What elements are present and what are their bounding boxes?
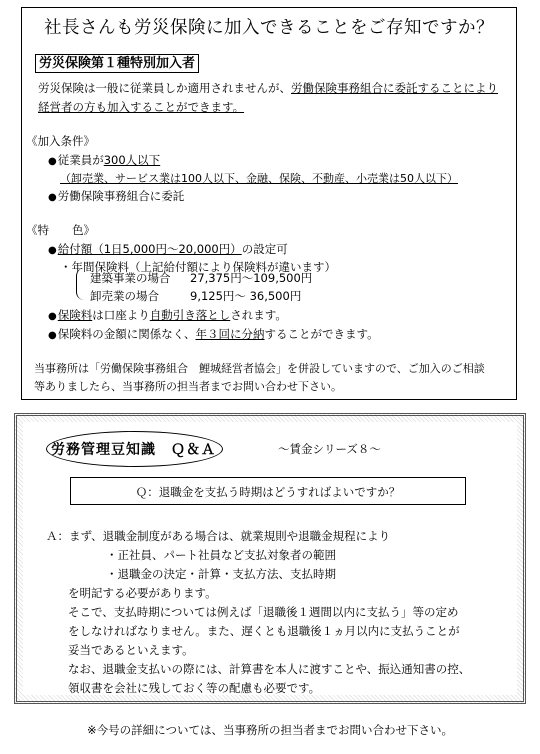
rate-1-label: 建築事業の場合 bbox=[90, 271, 171, 285]
intro-text-b: 労働保険事務組合に委託することにより bbox=[291, 81, 498, 95]
answer-line: ・正社員、パート社員など支払対象者の範囲 bbox=[106, 548, 336, 562]
answer-line: そこで、支払時期については例えば「退職後１週間以内に支払う」等の定め bbox=[68, 605, 459, 619]
feature-2-text-c: 自動引き落とし bbox=[149, 308, 231, 322]
qa-title: 労務管理豆知識 Ｑ＆Ａ bbox=[51, 442, 216, 458]
intro-text-a: 労災保険は一般に従業員しか適用されませんが、 bbox=[38, 81, 291, 95]
bullet-icon: ● bbox=[48, 245, 57, 256]
feature-2-text-d: されます。 bbox=[230, 308, 287, 322]
conditions-label: 《加入条件》 bbox=[26, 134, 95, 148]
answer-line: をしなければなりません。また、遅くとも退職後１ヵ月以内に支払うことが bbox=[68, 624, 460, 638]
condition-2-text: 労働保険事務組合に委託 bbox=[57, 189, 185, 203]
question-text: Ｑ：退職金を支払う時期はどうすればよいですか？ bbox=[135, 485, 401, 499]
feature-2-text-a: 保険料 bbox=[57, 308, 93, 322]
bullet-icon: ● bbox=[48, 311, 57, 322]
answer-line: を明記する必要があります。 bbox=[68, 586, 217, 600]
answer-line: Ａ：まず、退職金制度がある場合は、就業規則や退職金規程により bbox=[46, 529, 391, 543]
answer-line: ・退職金の決定・計算・支払方法、支払時期 bbox=[106, 567, 336, 581]
feature-2 bbox=[48, 307, 287, 323]
features-label: 《特 色》 bbox=[26, 223, 95, 237]
rate-2-value: 9,125円～ 36,500円 bbox=[190, 289, 302, 303]
brace-icon bbox=[76, 268, 85, 300]
rate-row-wholesale bbox=[90, 288, 301, 304]
series-label: ～賃金シリーズ８～ bbox=[278, 442, 381, 456]
feature-3-text-a: 保険料の金額に関係なく、 bbox=[57, 327, 196, 341]
footer-note: ※今号の詳細については、当事務所の担当者までお問い合わせ下さい。 bbox=[87, 723, 453, 737]
rate-1-value: 27,375円～109,500円 bbox=[190, 271, 313, 285]
feature-2-text-b: は口座より bbox=[92, 308, 150, 322]
bullet-icon: ● bbox=[48, 330, 57, 341]
condition-1-text-a: 従業員が bbox=[57, 153, 104, 167]
special-enrollee-heading-text: 労災保険第１種特別加入者 bbox=[35, 54, 199, 73]
answer-line: なお、退職金支払いの際には、計算書を本人に渡すことや、振込通知書の控、 bbox=[68, 662, 471, 676]
feature-3 bbox=[48, 326, 379, 342]
answer-line: 妥当であるといえます。 bbox=[68, 643, 194, 657]
section1-title: 社長さんも労災保険に加入できることをご存知ですか？ bbox=[44, 18, 494, 38]
condition-2 bbox=[48, 188, 184, 204]
rate-row-construction bbox=[90, 270, 312, 286]
intro-line-1 bbox=[38, 80, 498, 96]
feature-1-text-a: 給付額（1日5,000円～20,000円） bbox=[57, 242, 242, 256]
condition-1-detail: （卸売業、サービス業は100人以下、金融、保険、不動産、小売業は50人以下） bbox=[60, 172, 458, 185]
answer-line: 領収書を会社に残しておく等の配慮も必要です。 bbox=[68, 681, 321, 695]
feature-1 bbox=[48, 241, 288, 257]
feature-1-sub: ・年間保険料（上記給付額により保険料が違います） bbox=[60, 260, 336, 274]
bullet-icon: ● bbox=[48, 156, 57, 167]
closing-line-1: 当事務所は「労働保険事務組合 鯉城経営者協会」を併設していますので、ご加入のご相談 bbox=[34, 362, 485, 375]
condition-1-text-b: 300人以下 bbox=[103, 153, 161, 167]
rate-2-label: 卸売業の場合 bbox=[90, 289, 159, 303]
intro-line-2: 経営者の方も加入することができます。 bbox=[38, 100, 245, 114]
special-enrollee-heading bbox=[35, 52, 199, 71]
feature-3-text-b: 年３回に分納 bbox=[195, 327, 265, 341]
bullet-icon: ● bbox=[48, 192, 57, 203]
closing-line-2: 等ありましたら、当事務所の担当者までお問い合わせ下さい。 bbox=[34, 380, 342, 393]
condition-1 bbox=[48, 152, 160, 168]
feature-3-text-c: することができます。 bbox=[264, 327, 379, 341]
feature-1-text-b: の設定可 bbox=[241, 242, 288, 256]
